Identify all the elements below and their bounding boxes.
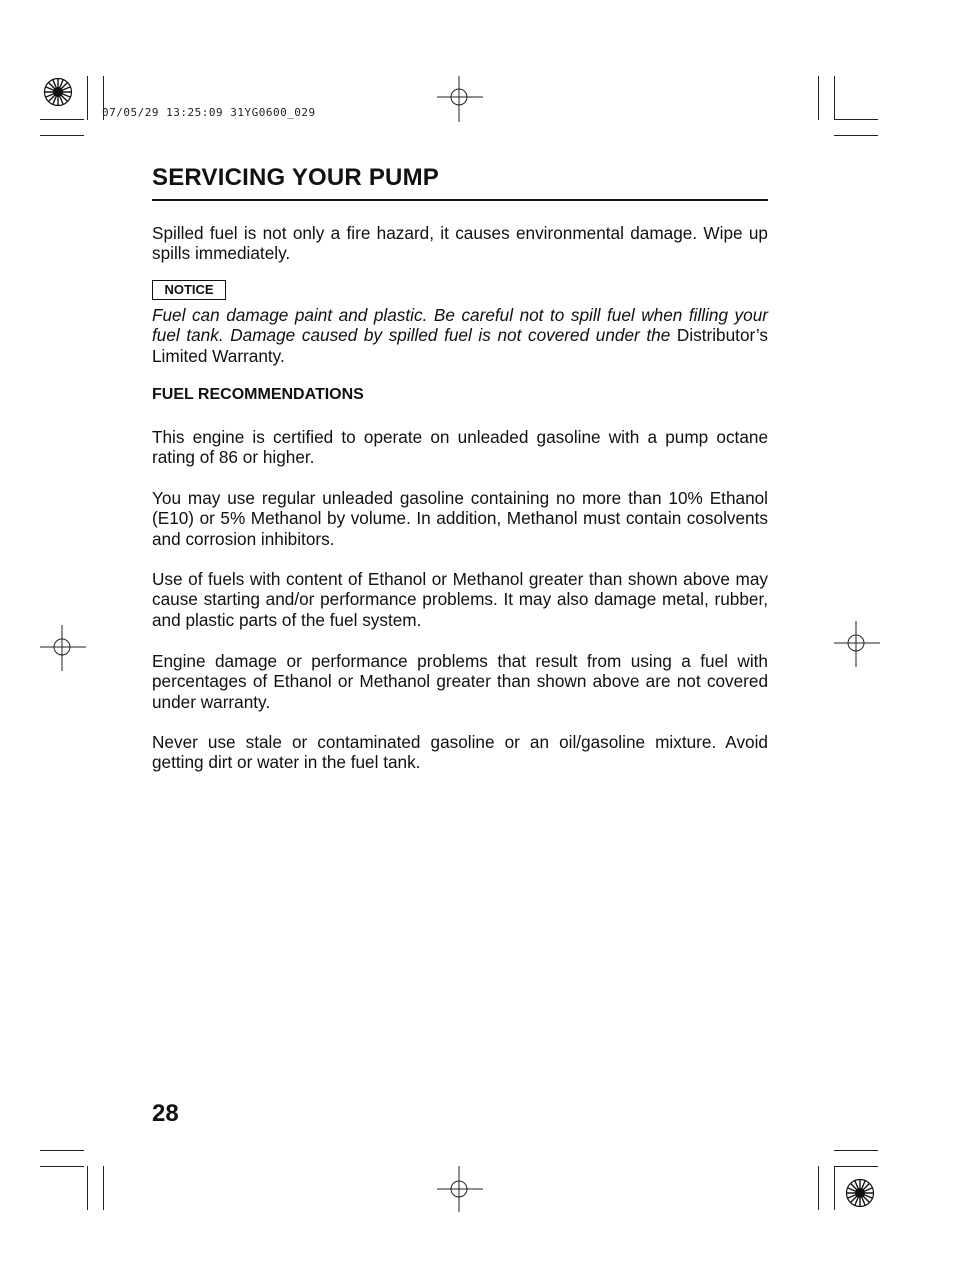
registration-starburst-icon	[43, 77, 73, 107]
print-stamp: 07/05/29 13:25:09 31YG0600_029	[102, 106, 316, 119]
title-underline	[152, 199, 768, 201]
notice-text-plain: Distributor’s Limited Warranty.	[152, 325, 768, 366]
fuel-recommendations-heading: FUEL RECOMMENDATIONS	[152, 386, 364, 403]
registration-crosshair-icon	[834, 621, 880, 667]
registration-crosshair-icon	[40, 625, 86, 671]
body-paragraph: This engine is certified to operate on unleaded gasoline with a pump octane rating of 86 or higher.	[152, 427, 768, 468]
body-paragraph: You may use regular unleaded gasoline containing no more than 10% Ethanol (E10) or 5% Methanol by volume. In addition, Methanol must contain cosolvents and corrosion inhibitors.	[152, 488, 768, 549]
body-paragraph: Never use stale or contaminated gasoline or an oil/gasoline mixture. Avoid getting dirt or water in the fuel tank.	[152, 732, 768, 773]
intro-paragraph: Spilled fuel is not only a fire hazard, it causes environmental damage. Wipe up spills immediately.	[152, 223, 768, 264]
registration-starburst-icon	[845, 1178, 875, 1208]
section-title: SERVICING YOUR PUMP	[152, 164, 439, 191]
registration-crosshair-icon	[437, 76, 483, 122]
notice-label: NOTICE	[152, 280, 226, 300]
page-number: 28	[152, 1100, 179, 1127]
body-paragraph: Use of fuels with content of Ethanol or Methanol greater than shown above may cause starting and/or performance problems. It may also damage metal, rubber, and plastic parts of the fuel system.	[152, 569, 768, 630]
body-paragraph: Engine damage or performance problems that result from using a fuel with percentages of Ethanol or Methanol greater than shown above are not covered under warranty.	[152, 651, 768, 712]
registration-crosshair-icon	[437, 1166, 483, 1212]
notice-text	[152, 305, 768, 366]
notice-text-italic: Fuel can damage paint and plastic. Be careful not to spill fuel when filling your fuel tank. Damage caused by spilled fuel is not covered under the	[152, 305, 768, 346]
